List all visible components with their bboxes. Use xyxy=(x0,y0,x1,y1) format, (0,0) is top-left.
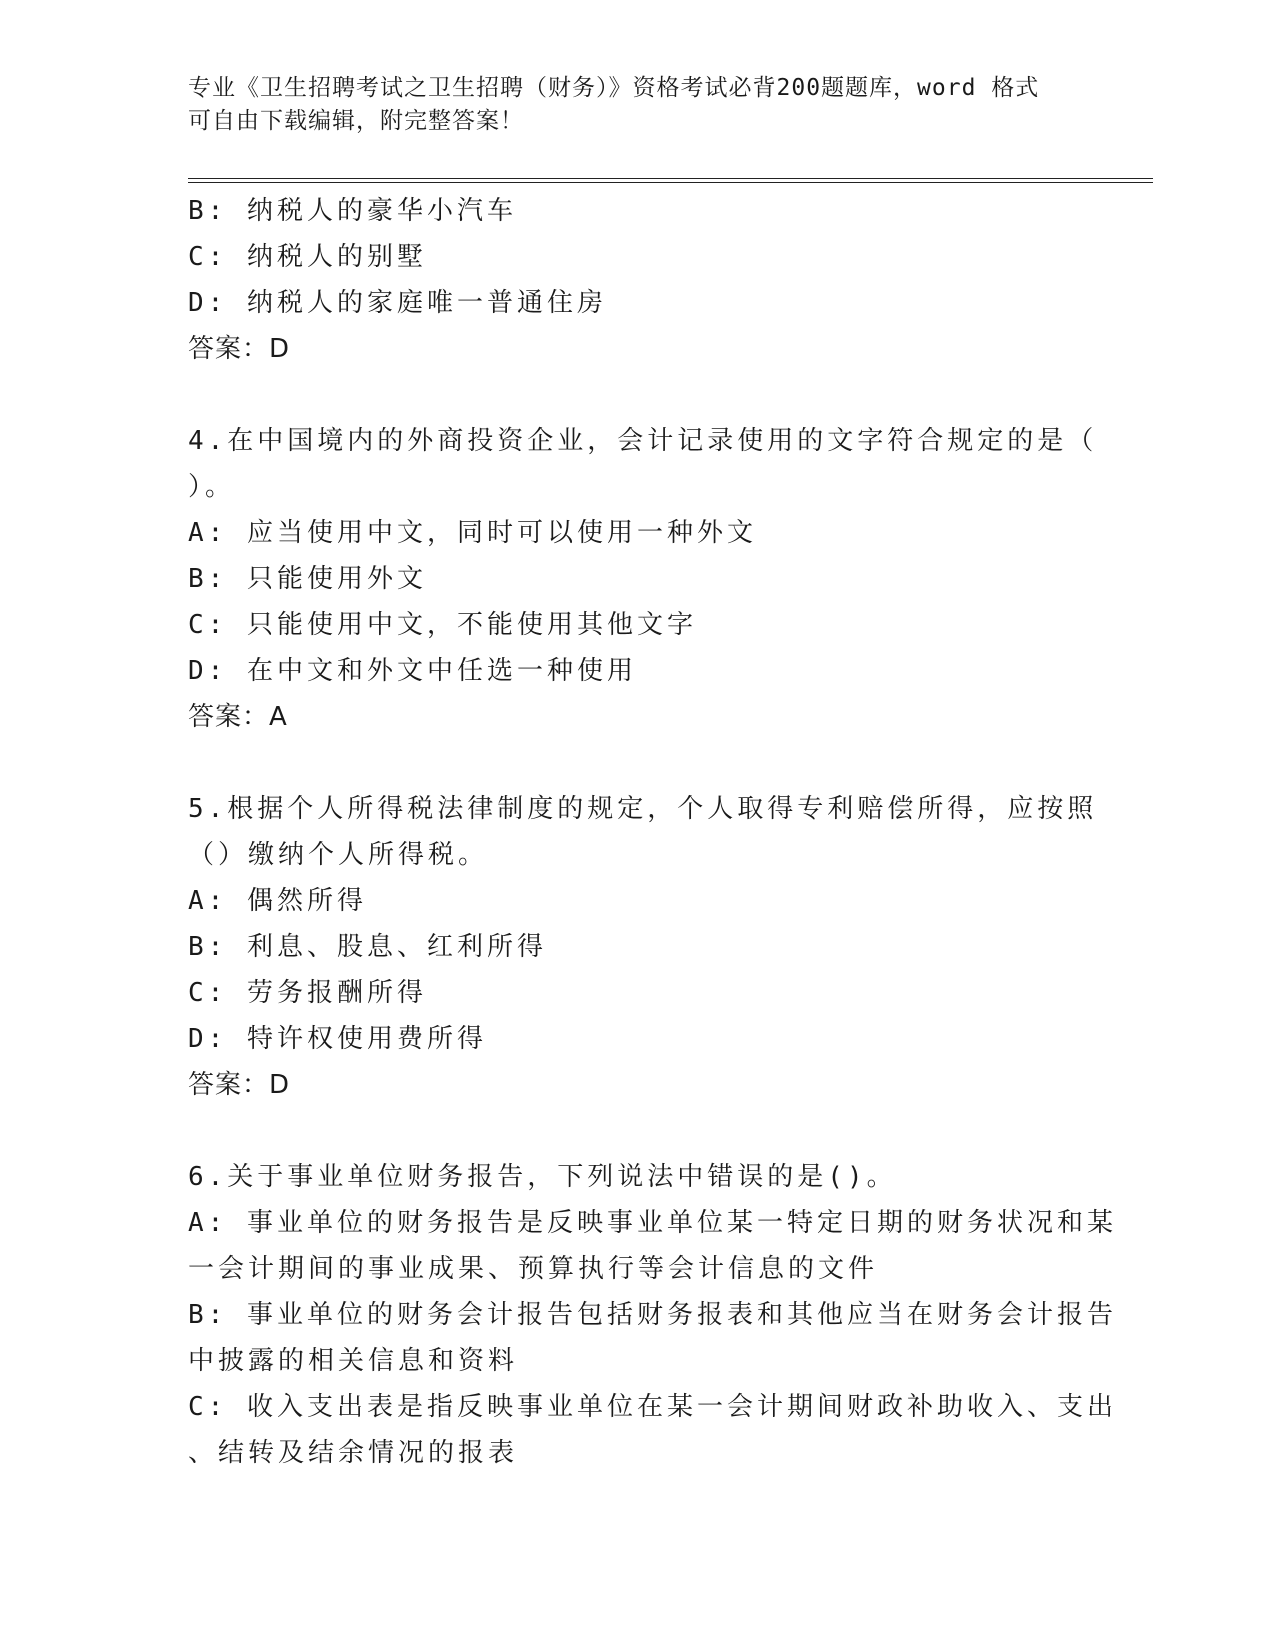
header-divider xyxy=(188,178,1153,183)
option-c-continued: 、结转及结余情况的报表 xyxy=(188,1438,519,1468)
option-b: B: 只能使用外文 xyxy=(188,564,427,594)
option-b: B: 纳税人的豪华小汽车 xyxy=(188,196,517,226)
option-b: B: 利息、股息、红利所得 xyxy=(188,932,547,962)
option-a: A: 应当使用中文，同时可以使用一种外文 xyxy=(188,518,757,548)
question-stem: 5.根据个人所得税法律制度的规定，个人取得专利赔偿所得，应按照 xyxy=(188,794,1098,824)
question-stem-continued: （）缴纳个人所得税。 xyxy=(188,840,489,870)
page-header xyxy=(188,72,1068,138)
option-c: C: 只能使用中文，不能使用其他文字 xyxy=(188,610,697,640)
question-6 xyxy=(188,1154,1117,1476)
option-c: C: 劳务报酬所得 xyxy=(188,978,427,1008)
question-stem: 6.关于事业单位财务报告，下列说法中错误的是()。 xyxy=(188,1162,897,1192)
answer: 答案：D xyxy=(188,1070,291,1100)
option-d: D: 在中文和外文中任选一种使用 xyxy=(188,656,637,686)
question-5 xyxy=(188,786,1098,1108)
spacer xyxy=(188,740,1068,786)
option-a-continued: 一会计期间的事业成果、预算执行等会计信息的文件 xyxy=(188,1254,879,1284)
option-c: C: 纳税人的别墅 xyxy=(188,242,427,272)
option-d: D: 纳税人的家庭唯一普通住房 xyxy=(188,288,607,318)
option-d: D: 特许权使用费所得 xyxy=(188,1024,487,1054)
question-4 xyxy=(188,418,1098,740)
answer: 答案：D xyxy=(188,334,291,364)
question-stem-continued: ）。 xyxy=(188,472,236,502)
option-c: C: 收入支出表是指反映事业单位在某一会计期间财政补助收入、支出 xyxy=(188,1392,1117,1422)
question-list xyxy=(188,188,1117,1476)
option-a: A: 偶然所得 xyxy=(188,886,367,916)
question-3 xyxy=(188,188,1068,372)
option-b-continued: 中披露的相关信息和资料 xyxy=(188,1346,519,1376)
header-line-2: 可自由下载编辑，附完整答案！ xyxy=(188,108,524,134)
option-a: A: 事业单位的财务报告是反映事业单位某一特定日期的财务状况和某 xyxy=(188,1208,1117,1238)
option-b: B: 事业单位的财务会计报告包括财务报表和其他应当在财务会计报告 xyxy=(188,1300,1117,1330)
question-stem: 4.在中国境内的外商投资企业，会计记录使用的文字符合规定的是（ xyxy=(188,426,1098,456)
spacer xyxy=(188,372,1068,418)
header-line-1: 专业《卫生招聘考试之卫生招聘（财务）》资格考试必背200题题库，word 格式 xyxy=(188,75,1040,101)
answer: 答案：A xyxy=(188,702,288,732)
spacer xyxy=(188,1108,1068,1154)
